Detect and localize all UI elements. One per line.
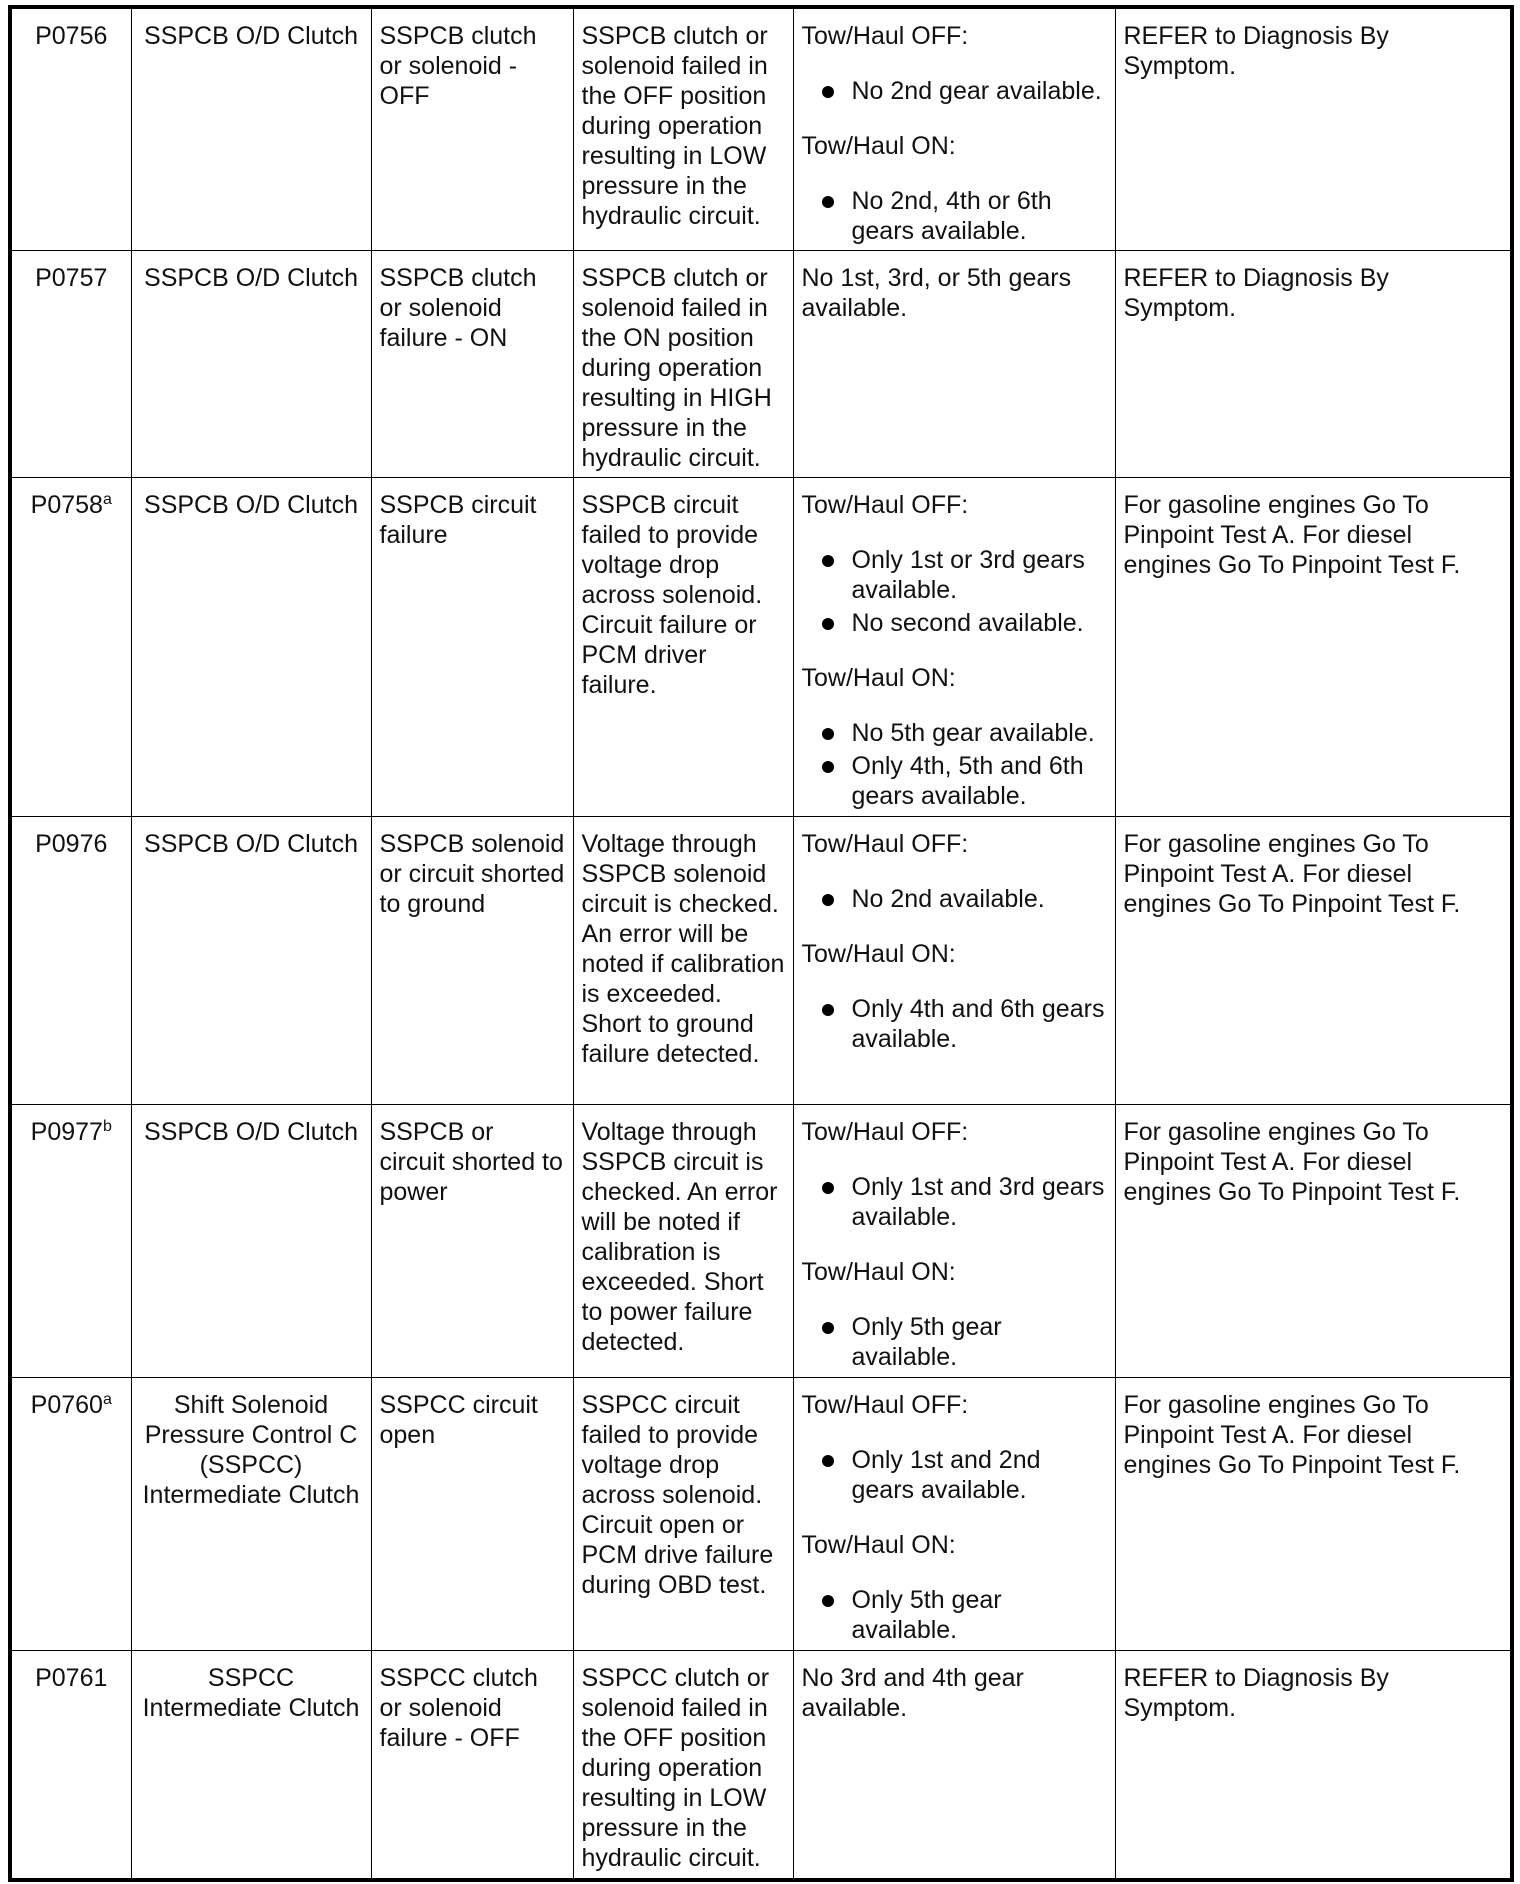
symptom-cell: [793, 1105, 1115, 1378]
component-cell: [131, 817, 371, 1105]
symptom-bullet: No second available.: [802, 608, 1107, 638]
symptom-bullet-list: [802, 1172, 1107, 1232]
dtc-code: P0761: [35, 1664, 108, 1692]
symptom-bullet: Only 1st and 3rd gears available.: [802, 1172, 1107, 1232]
footnote-marker: b: [102, 1118, 112, 1135]
action-cell: [1115, 1105, 1512, 1378]
symptom-bullet: No 2nd gear available.: [802, 76, 1107, 106]
condition-text: SSPCB clutch or solenoid failed in the ON position during operation resulting in HIGH pressure in the hydraulic circuit.: [581, 264, 772, 472]
action-cell: [1115, 1378, 1512, 1651]
symptom-bullet: Only 1st and 2nd gears available.: [802, 1445, 1107, 1505]
tow-haul-label: Tow/Haul OFF:: [801, 1391, 969, 1419]
symptom-cell: [793, 1651, 1115, 1880]
component-text: Shift Solenoid Pressure Control C (SSPCC) Intermediate Clutch: [142, 1391, 360, 1509]
tow-haul-label: Tow/Haul OFF:: [801, 830, 969, 858]
dtc-code-cell: [10, 1105, 131, 1378]
tow-haul-label: Tow/Haul ON:: [801, 1258, 956, 1286]
symptom-cell: [793, 1378, 1115, 1651]
description-text: SSPCB clutch or solenoid failure - ON: [379, 264, 537, 352]
footnote-marker: a: [102, 491, 112, 508]
component-cell: [131, 1105, 371, 1378]
table-row: [10, 1378, 1512, 1651]
table-row: [10, 251, 1512, 478]
component-text: SSPCB O/D Clutch: [144, 22, 358, 50]
tow-haul-label: Tow/Haul ON:: [801, 940, 956, 968]
action-cell: [1115, 1651, 1512, 1880]
description-cell: [371, 1105, 573, 1378]
action-text: For gasoline engines Go To Pinpoint Test A. For diesel engines Go To Pinpoint Test F.: [1123, 1391, 1461, 1479]
component-cell: [131, 251, 371, 478]
dtc-code-cell: [10, 251, 131, 478]
symptom-bullet-list: [802, 186, 1107, 246]
symptom-bullet-list: [802, 994, 1107, 1054]
dtc-code: P0756: [35, 22, 108, 50]
condition-cell: [573, 1378, 793, 1651]
dtc-table-body: [10, 7, 1512, 1880]
condition-cell: [573, 1105, 793, 1378]
component-text: SSPCB O/D Clutch: [144, 1118, 358, 1146]
footnote-marker: a: [102, 1391, 112, 1408]
dtc-code-cell: [10, 1651, 131, 1880]
component-cell: [131, 7, 371, 251]
description-text: SSPCB or circuit shorted to power: [379, 1118, 563, 1206]
symptom-bullet: Only 5th gear available.: [802, 1585, 1107, 1645]
condition-cell: [573, 478, 793, 817]
condition-cell: [573, 817, 793, 1105]
dtc-code: P0760: [30, 1391, 103, 1419]
condition-text: SSPCC circuit failed to provide voltage drop across solenoid. Circuit open or PCM drive failure during OBD test.: [581, 1391, 774, 1599]
tow-haul-label: Tow/Haul OFF:: [801, 22, 969, 50]
description-cell: [371, 1378, 573, 1651]
dtc-code-cell: [10, 478, 131, 817]
dtc-table: [8, 5, 1514, 1882]
action-cell: [1115, 478, 1512, 817]
table-row: [10, 817, 1512, 1105]
action-text: For gasoline engines Go To Pinpoint Test A. For diesel engines Go To Pinpoint Test F.: [1123, 491, 1461, 579]
action-text: For gasoline engines Go To Pinpoint Test A. For diesel engines Go To Pinpoint Test F.: [1123, 830, 1461, 918]
condition-cell: [573, 1651, 793, 1880]
symptom-bullet: Only 5th gear available.: [802, 1312, 1107, 1372]
table-row: [10, 1105, 1512, 1378]
tow-haul-label: Tow/Haul OFF:: [801, 491, 969, 519]
component-text: SSPCB O/D Clutch: [144, 830, 358, 858]
symptom-cell: [793, 7, 1115, 251]
symptom-bullet: Only 1st or 3rd gears available.: [802, 545, 1107, 605]
symptom-cell: [793, 251, 1115, 478]
symptom-text: No 1st, 3rd, or 5th gears available.: [801, 264, 1072, 322]
symptom-bullet-list: [802, 76, 1107, 106]
description-cell: [371, 478, 573, 817]
dtc-code-cell: [10, 1378, 131, 1651]
action-text: For gasoline engines Go To Pinpoint Test A. For diesel engines Go To Pinpoint Test F.: [1123, 1118, 1461, 1206]
action-text: REFER to Diagnosis By Symptom.: [1123, 264, 1389, 322]
symptom-bullet-list: [802, 718, 1107, 811]
dtc-code-cell: [10, 7, 131, 251]
symptom-bullet: No 2nd, 4th or 6th gears available.: [802, 186, 1107, 246]
component-text: SSPCB O/D Clutch: [144, 491, 358, 519]
symptom-bullet-list: [802, 545, 1107, 638]
symptom-bullet: No 5th gear available.: [802, 718, 1107, 748]
action-cell: [1115, 817, 1512, 1105]
dtc-code: P0976: [35, 830, 108, 858]
description-cell: [371, 1651, 573, 1880]
component-cell: [131, 478, 371, 817]
description-cell: [371, 7, 573, 251]
symptom-bullet-list: [802, 1445, 1107, 1505]
table-row: [10, 1651, 1512, 1880]
action-text: REFER to Diagnosis By Symptom.: [1123, 1664, 1389, 1722]
dtc-code: P0757: [35, 264, 108, 292]
condition-text: Voltage through SSPCB circuit is checked. An error will be noted if calibration is exceeded. Short to power failure detected.: [581, 1118, 778, 1356]
component-text: SSPCB O/D Clutch: [144, 264, 358, 292]
action-cell: [1115, 7, 1512, 251]
symptom-text: No 3rd and 4th gear available.: [801, 1664, 1024, 1722]
tow-haul-label: Tow/Haul OFF:: [801, 1118, 969, 1146]
description-text: SSPCC circuit open: [379, 1391, 538, 1449]
tow-haul-label: Tow/Haul ON:: [801, 132, 956, 160]
symptom-cell: [793, 817, 1115, 1105]
dtc-code-cell: [10, 817, 131, 1105]
dtc-table-page: [8, 5, 1510, 1882]
component-text: SSPCC Intermediate Clutch: [142, 1664, 360, 1722]
condition-cell: [573, 251, 793, 478]
description-text: SSPCB clutch or solenoid - OFF: [379, 22, 537, 110]
condition-text: SSPCC clutch or solenoid failed in the OFF position during operation resulting in LOW pressure in the hydraulic circuit.: [581, 1664, 770, 1872]
action-cell: [1115, 251, 1512, 478]
description-text: SSPCB solenoid or circuit shorted to ground: [379, 830, 565, 918]
dtc-code: P0977: [30, 1118, 103, 1146]
symptom-bullet: Only 4th, 5th and 6th gears available.: [802, 751, 1107, 811]
description-cell: [371, 817, 573, 1105]
symptom-bullet-list: [802, 884, 1107, 914]
condition-text: SSPCB circuit failed to provide voltage drop across solenoid. Circuit failure or PCM driver failure.: [581, 491, 763, 699]
table-row: [10, 7, 1512, 251]
tow-haul-label: Tow/Haul ON:: [801, 1531, 956, 1559]
symptom-bullet-list: [802, 1585, 1107, 1645]
condition-cell: [573, 7, 793, 251]
symptom-bullet-list: [802, 1312, 1107, 1372]
description-cell: [371, 251, 573, 478]
symptom-bullet: Only 4th and 6th gears available.: [802, 994, 1107, 1054]
tow-haul-label: Tow/Haul ON:: [801, 664, 956, 692]
dtc-code: P0758: [30, 491, 103, 519]
symptom-bullet: No 2nd available.: [802, 884, 1107, 914]
table-row: [10, 478, 1512, 817]
component-cell: [131, 1378, 371, 1651]
condition-text: Voltage through SSPCB solenoid circuit is checked. An error will be noted if calibration is exceeded. Short to ground failure detected.: [581, 830, 785, 1068]
description-text: SSPCB circuit failure: [379, 491, 537, 549]
symptom-cell: [793, 478, 1115, 817]
condition-text: SSPCB clutch or solenoid failed in the OFF position during operation resulting in LOW pressure in the hydraulic circuit.: [581, 22, 768, 230]
description-text: SSPCC clutch or solenoid failure - OFF: [379, 1664, 538, 1752]
component-cell: [131, 1651, 371, 1880]
action-text: REFER to Diagnosis By Symptom.: [1123, 22, 1389, 80]
